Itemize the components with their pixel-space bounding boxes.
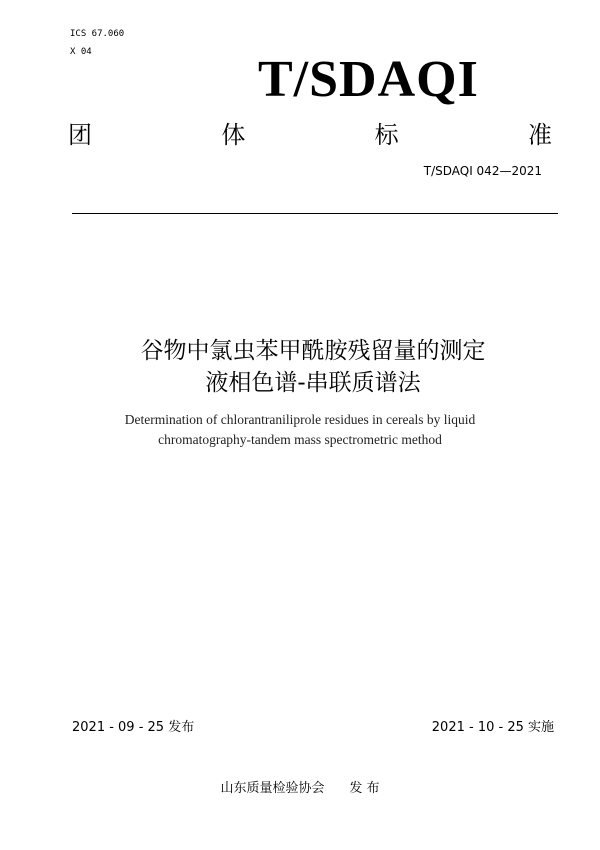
english-title-line2: chromatography-tandem mass spectrometric method [158, 432, 442, 447]
standard-brand-logo: T/SDAQI [258, 51, 479, 108]
chinese-title-line2: 液相色谱-串联质谱法 [205, 370, 421, 396]
standard-code: T/SDAQI 042—2021 [423, 164, 542, 178]
standard-type-char: 团 [68, 121, 92, 149]
ccs-number: X 04 [70, 47, 92, 57]
standard-type-char: 标 [374, 121, 399, 149]
standard-type-char: 体 [221, 121, 246, 149]
publisher: 山东质量检验协会 发 布 [220, 781, 380, 796]
standard-type-char: 准 [527, 121, 552, 149]
header-divider [72, 213, 558, 214]
ics-number: ICS 67.060 [70, 29, 125, 39]
standard-type [68, 115, 552, 150]
english-title-line1: Determination of chlorantraniliprole residues in cereals by liquid [124, 412, 476, 427]
implementation-date: 2021 - 10 - 25 实施 [431, 720, 554, 735]
issue-date: 2021 - 09 - 25 发布 [72, 720, 195, 735]
chinese-title-line1: 谷物中氯虫苯甲酰胺残留量的测定 [140, 338, 486, 364]
